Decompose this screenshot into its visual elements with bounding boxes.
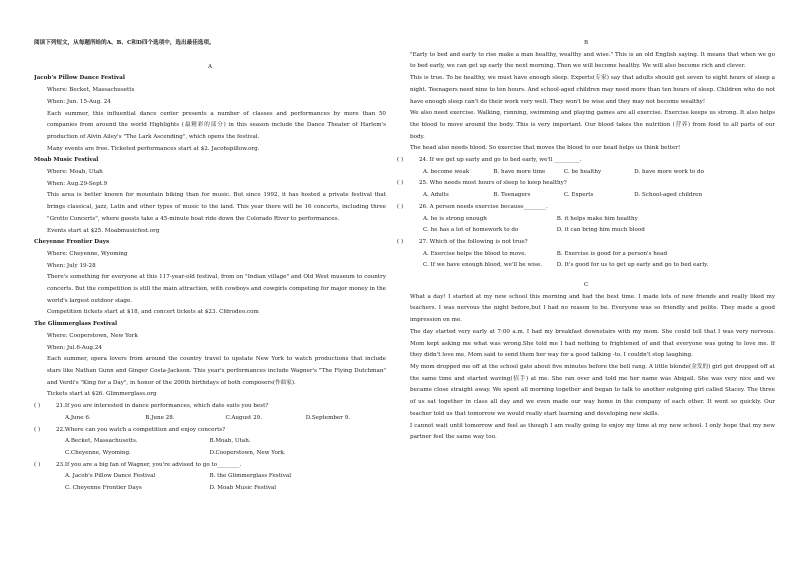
left-column	[34, 38, 386, 495]
option-b[interactable]: B. Exercise is good for a person's head	[556, 250, 668, 257]
question-stem: 21.If you are interested in dance performances, which date suits you best?	[56, 403, 269, 410]
option-d[interactable]: D. have more work to do	[634, 168, 704, 175]
answer-blank[interactable]: ( )	[397, 238, 404, 245]
question-27	[397, 237, 775, 249]
option-a[interactable]: A.Becket, Massachusetts.	[65, 438, 138, 445]
festival-2-where: Where: Moab, Utah	[47, 169, 103, 176]
festival-3-tickets: Competition tickets start at $18, and concert tickets at $23. Cfdrodeo.com	[47, 309, 259, 316]
festival-1-when: When: Jun. 15-Aug. 24	[47, 98, 111, 105]
option-b[interactable]: B. the Glimmerglass Festival	[209, 473, 291, 480]
festival-3-body: There's something for everyone at this 117-year-old festival, from on "Indian village" and Old West museum to country concerts. But the competition is still the main attraction, with cowboys and cowgirls competing for major money in the world's largest outdoor stage.	[47, 274, 386, 304]
answer-blank[interactable]: ( )	[34, 426, 41, 433]
passage-c-paragraph-2: The day started very early at 7:00 a.m. I had my breakfast downstairs with my mom. She could tell that I was very nervous. Mom kept asking me what was wrong.She told me I had nothing to frightened of and that everyone was going to love me. If they didn't love me, Mom said to send them her way for a good talking -to. I couldn't stop laughing.	[410, 328, 775, 359]
question-25	[397, 178, 775, 190]
question-22-options-cd	[34, 448, 386, 460]
festival-2-title: Moab Music Festival	[34, 157, 99, 164]
passage-b-paragraph-2: This is true. To be healthy, we must have enough sleep. Experts(专家) say that adults should get seven to eight hours of sleep a night. Teenagers need nine to ten hours. And school-aged children may need more than ten hours of sleep. Children who do not have enough sleep can't do their work very well. They won't be wise and they may not become wealthy!	[410, 75, 775, 105]
question-21-options	[34, 413, 386, 425]
question-stem: 23.If you are a big fan of Wagner, you're advised to go to________.	[56, 461, 242, 468]
passage-b-paragraph-1: "Early to bed and early to rise make a man healthy, wealthy and wise." This is an old English saying. It means that when we go to bed early, we can get up early the next morning. Then we will become healthy. We will also become rich and clever.	[410, 51, 775, 70]
question-22-options-ab	[34, 436, 386, 448]
option-c[interactable]: C.Cheyenne, Wyoming.	[65, 449, 131, 456]
option-b[interactable]: B. Teenagers	[493, 192, 531, 199]
question-26	[397, 202, 775, 214]
festival-4-tickets: Tickets start at $26. Glimmerglass.org	[47, 391, 157, 398]
festival-3-when: When: July 19-28	[47, 262, 96, 269]
option-a[interactable]: A. become weak	[423, 168, 470, 175]
festival-4-where: Where: Cooperstown, New York	[47, 332, 138, 339]
question-stem: 26. A person needs exercise because________.	[419, 203, 548, 210]
festival-3-title: Cheyenne Frontier Days	[34, 239, 110, 246]
festival-1-body: Each summer, this influential dance center presents a number of classes and performances by more than 50 companies from around the world Highlights (最精彩的部分) in this season include the Dance Theater of Harlem's production of Alvin Ailey's "The Lark Ascending", which opens the festival.	[47, 110, 386, 140]
option-d[interactable]: D. Moab Music Festival	[209, 485, 277, 492]
question-21	[34, 401, 386, 413]
festival-1-title: Jacob’s Pillow Dance Festival	[34, 75, 125, 82]
option-b[interactable]: B. it helps make him healthy	[556, 215, 638, 222]
question-24-options	[397, 167, 775, 179]
instruction: 阅读下列短文，从每题所给的A、B、C和D四个选项中，选出最佳选项。	[34, 40, 215, 46]
option-d[interactable]: D.Cooperstown, New York.	[209, 449, 286, 456]
festival-2-body: This area is better known for mountain biking than for music. But since 1992, it has hosted a private festival that brings classical, jazz, Latin and other types of music to the land. This year there will be 16 concerts, including three "Grotto Concerts", where guests take a 45-minute boat ride down the Colorado River to performances.	[47, 192, 386, 222]
option-c[interactable]: C. be healthy	[563, 168, 602, 175]
option-b[interactable]: B. have more time	[493, 168, 546, 175]
festival-2-when: When: Aug.29-Sept.9	[47, 180, 108, 187]
option-d[interactable]: D.September 9.	[305, 414, 351, 421]
option-b[interactable]: B.June 28.	[145, 414, 175, 421]
option-d[interactable]: D. It's good for us to get up early and go to bed early.	[556, 262, 709, 269]
question-22	[34, 425, 386, 437]
question-stem: 24. If we get up early and go to bed early, we'll _________.	[419, 157, 582, 164]
option-d[interactable]: D. it can bring him much blood	[556, 227, 645, 234]
option-a[interactable]: A. Exercise helps the blood to move.	[423, 250, 527, 257]
answer-blank[interactable]: ( )	[397, 180, 404, 187]
passage-b-paragraph-4: The head also needs blood. So exercise that moves the blood to our head helps us think better!	[410, 145, 681, 152]
passage-c-paragraph-4: I cannot wait until tomorrow and feel as though I am really going to enjoy my time at my new school. I only hope that my new partner feel the same way too.	[410, 422, 775, 441]
option-a[interactable]: A.June 6.	[65, 414, 91, 421]
option-c[interactable]: C. If we have enough blood, we'll be wise.	[423, 262, 543, 269]
festival-1-tickets: Many events are free. Ticketed performances start at $2. Jacobspillow.org.	[47, 145, 260, 152]
festival-4-when: When: Jul.6-Aug.24	[47, 344, 102, 351]
option-a[interactable]: A. Adults	[423, 192, 449, 199]
question-27-options-cd	[397, 260, 775, 272]
festival-4-title: The Glimmerglass Festival	[34, 321, 118, 328]
festival-2-tickets: Events start at $25. Moabmusicfest.org	[47, 227, 160, 234]
answer-blank[interactable]: ( )	[34, 461, 41, 468]
passage-a-heading: A	[207, 63, 213, 70]
passage-c-paragraph-3: My mom dropped me off at the school gate about five minutes before the bell rang. A little blonde(金发的) girl got dropped off at the same time and started waving(招手) at me. She ran over and told me her name was Abigail. She was very nice and we became close straight away. We spent all morning together and began to talk to another outgoing girl called Stacey. The three of us sat together in class all day and we even made our way home in the company of each other. It went so quickly. Our teacher told us that tomorrow we would really start learning and developing new skills.	[410, 363, 775, 417]
passage-b-paragraph-3: We also need exercise. Walking, running, swimming and playing games are all exercise. Exercise keeps us strong. It also helps the blood to move around the body. This is very important. Our blood takes the nutrition (营养) from food to all parts of our body.	[410, 110, 775, 140]
question-24	[397, 155, 775, 167]
answer-blank[interactable]: ( )	[397, 203, 404, 210]
option-c[interactable]: C. he has a lot of homework to do	[423, 227, 519, 234]
option-a[interactable]: A. Jacob's Pillow Dance Festival	[65, 473, 156, 480]
festival-1-where: Where: Becket, Massachusetts	[47, 87, 135, 94]
question-23-options-cd	[34, 483, 386, 495]
question-26-options-ab	[397, 214, 775, 226]
option-d[interactable]: D. School-aged children	[634, 192, 703, 199]
passage-b-heading: B	[583, 40, 589, 46]
option-c[interactable]: C. Cheyenne Frontier Days	[65, 485, 142, 492]
question-23	[34, 460, 386, 472]
option-c[interactable]: C.August 29.	[225, 414, 262, 421]
question-26-options-cd	[397, 225, 775, 237]
passage-c-paragraph-1: What a day! I started at my new school this morning and had the best time. I made lots of new friends and really liked my teachers. I was nervous the night before,but I had no reason to be. Everyone was so friendly and polite. They made a good impression on me.	[410, 293, 775, 324]
question-stem: 27. Which of the following is not true?	[419, 238, 528, 245]
right-column	[397, 38, 775, 444]
option-a[interactable]: A. he is strong enough	[423, 215, 487, 222]
question-27-options-ab	[397, 249, 775, 261]
question-stem: 22.Where can you watch a competition and enjoy concerts?	[56, 426, 226, 433]
question-stem: 25. Who needs most hours of sleep to keep healthy?	[419, 180, 567, 187]
festival-3-where: Where: Cheyenne, Wyoming	[47, 250, 128, 257]
festival-4-body: Each summer, opera lovers from around the country travel to upstate New York to watch productions that include stars like Nathan Gunn and Ginger Costa-Jackson. This year's performances include Wagner's "The Flying Dutchman" and Verdi's "King for a Day", in honor of the 200th birthdays of both composers(作曲家).	[47, 356, 386, 386]
question-23-options-ab	[34, 471, 386, 483]
answer-blank[interactable]: ( )	[397, 157, 404, 164]
option-c[interactable]: C. Experts	[563, 192, 594, 199]
question-25-options	[397, 190, 775, 202]
option-b[interactable]: B.Moab, Utah.	[209, 438, 251, 445]
passage-c-heading: C	[583, 282, 589, 289]
answer-blank[interactable]: ( )	[34, 403, 41, 410]
